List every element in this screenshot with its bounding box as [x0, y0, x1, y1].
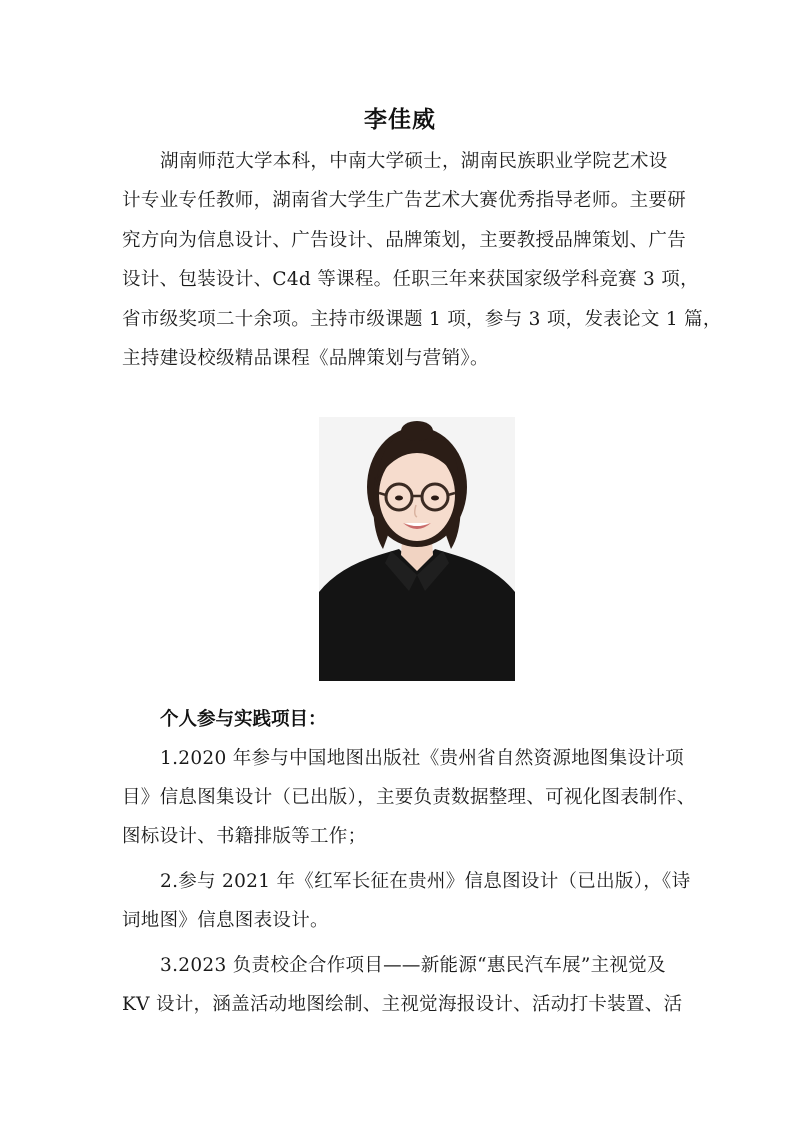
project-line: 目》信息图集设计（已出版），主要负责数据整理、可视化图表制作、	[122, 787, 696, 808]
bio-line: 主持建设校级精品课程《品牌策划与营销》。	[122, 348, 489, 369]
project-line: KV 设计，涵盖活动地图绘制、主视觉海报设计、活动打卡装置、活	[122, 994, 683, 1015]
bio-line: 湖南师范大学本科，中南大学硕士，湖南民族职业学院艺术设	[160, 151, 668, 172]
project-line: 图标设计、书籍排版等工作；	[122, 826, 367, 847]
project-line: 2.参与 2021 年《红军长征在贵州》信息图设计（已出版），《诗	[160, 871, 691, 892]
project-line: 词地图》信息图表设计。	[122, 910, 329, 931]
project-line: 1.2020 年参与中国地图出版社《贵州省自然资源地图集设计项	[160, 748, 684, 769]
bio-line: 计专业专任教师，湖南省大学生广告艺术大赛优秀指导老师。主要研	[122, 190, 687, 211]
portrait-photo	[319, 417, 515, 681]
bio-line: 省市级奖项二十余项。主持市级课题 1 项，参与 3 项，发表论文 1 篇，	[122, 309, 722, 330]
person-name-title: 李佳威	[364, 107, 436, 133]
bio-line: 设计、包装设计、C4d 等课程。任职三年来获国家级学科竞赛 3 项，	[122, 269, 699, 290]
projects-heading: 个人参与实践项目：	[160, 709, 327, 730]
project-line: 3.2023 负责校企合作项目——新能源“惠民汽车展”主视觉及	[160, 955, 666, 976]
bio-line: 究方向为信息设计、广告设计、品牌策划，主要教授品牌策划、广告	[122, 230, 687, 251]
